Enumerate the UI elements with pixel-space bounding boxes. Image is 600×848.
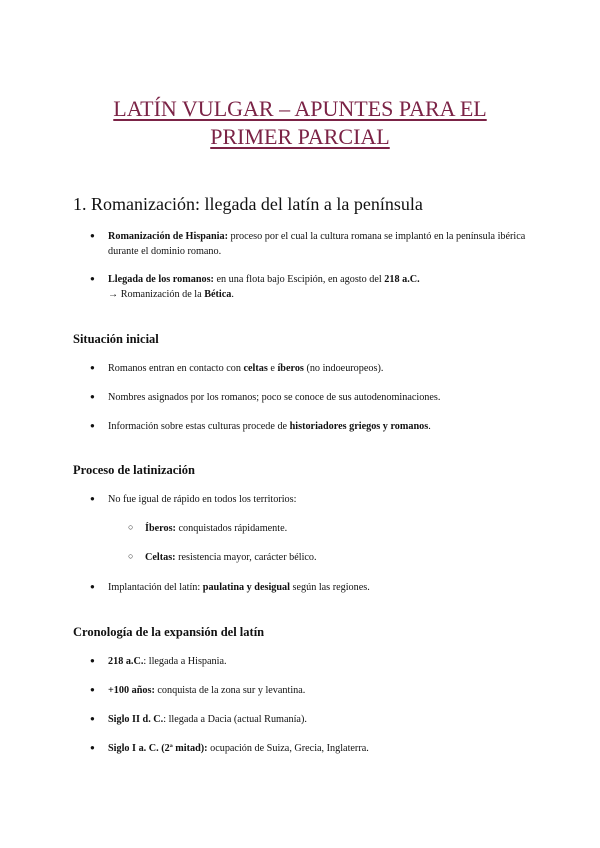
- bullet-icon: ●: [90, 582, 95, 591]
- circle-bullet-icon: ○: [128, 551, 134, 561]
- list-item: Siglo I a. C. (2ª mitad): ocupación de Suiza, Grecia, Inglaterra.: [108, 743, 369, 754]
- list-item: Implantación del latín: paulatina y desigual según las regiones.: [108, 582, 370, 593]
- subheading-cronologia: Cronología de la expansión del latín: [73, 625, 265, 639]
- subheading-situacion: Situación inicial: [73, 332, 159, 346]
- definition: proceso por el cual la cultura romana se implantó en la península ibérica durante el dominio romano.: [108, 231, 526, 257]
- bullet-icon: ●: [90, 494, 95, 503]
- circle-bullet-icon: ○: [128, 522, 134, 532]
- list-item: Nombres asignados por los romanos; poco se conoce de sus autodenominaciones.: [108, 392, 441, 403]
- list-item-llegada: Llegada de los romanos: en una flota bajo Escipión, en agosto del 218 a.C. → Romanización de la Bética.: [108, 274, 420, 300]
- term: Romanización de Hispania:: [108, 231, 228, 242]
- bullet-icon: ●: [90, 421, 95, 430]
- title-line-1: LATÍN VULGAR – APUNTES PARA EL: [113, 96, 487, 121]
- bullet-icon: ●: [90, 656, 95, 665]
- bullet-icon: ●: [90, 231, 95, 240]
- section-heading-romanizacion: 1. Romanización: llegada del latín a la península: [73, 194, 423, 214]
- list-item: Información sobre estas culturas procede de historiadores griegos y romanos.: [108, 421, 431, 432]
- term: Llegada de los romanos:: [108, 274, 214, 285]
- list-item: No fue igual de rápido en todos los territorios:: [108, 494, 297, 505]
- sub-list-item: Íberos: conquistados rápidamente.: [145, 523, 288, 534]
- sub-list-item: Celtas: resistencia mayor, carácter bélico.: [145, 552, 317, 563]
- subheading-proceso: Proceso de latinización: [73, 463, 195, 477]
- list-item-romanizacion: [108, 229, 528, 259]
- bullet-icon: ●: [90, 274, 95, 283]
- bullet-icon: ●: [90, 714, 95, 723]
- bullet-icon: ●: [90, 685, 95, 694]
- bullet-icon: ●: [90, 363, 95, 372]
- list-item: Siglo II d. C.: llegada a Dacia (actual Rumanía).: [108, 714, 307, 725]
- bullet-icon: ●: [90, 392, 95, 401]
- page-title: [60, 95, 540, 151]
- list-item: +100 años: conquista de la zona sur y levantina.: [108, 685, 306, 696]
- list-item: Romanos entran en contacto con celtas e íberos (no indoeuropeos).: [108, 363, 384, 374]
- title-line-2: PRIMER PARCIAL: [210, 124, 390, 149]
- list-item: 218 a.C.: llegada a Hispania.: [108, 656, 227, 667]
- bullet-icon: ●: [90, 743, 95, 752]
